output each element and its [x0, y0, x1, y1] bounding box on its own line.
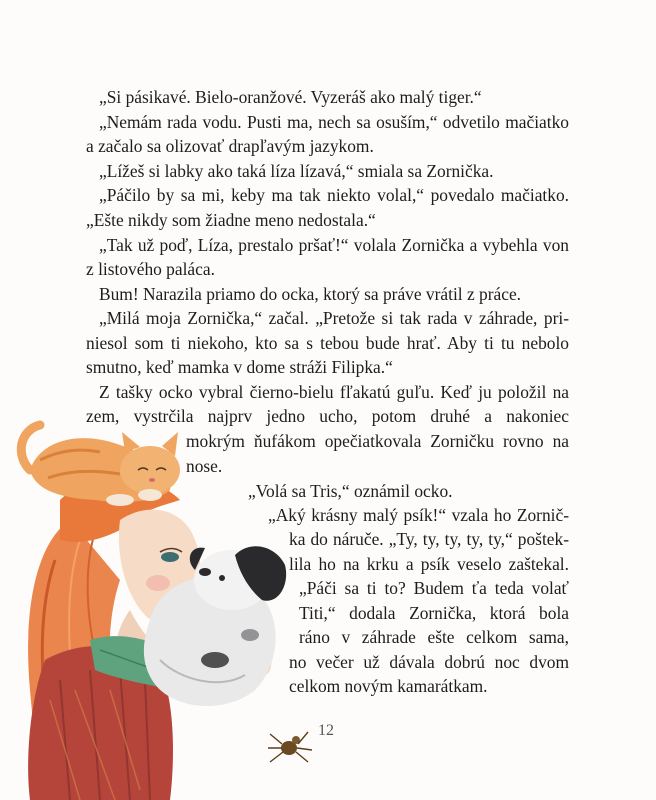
text-line: ka do náruče. „Ty, ty, ty, ty, ty,“ poštek-: [289, 529, 569, 549]
text-line: no večer už dávala dobrú noc dvom: [289, 652, 569, 672]
text-line: ráno v záhrade ešte celkom sama,: [299, 627, 569, 647]
text-line: lila ho na krku a psík veselo zaštekal.: [289, 554, 569, 574]
text-line: „Milá moja Zornička,“ začal. „Pretože si tak rada v záhrade, pri-: [99, 308, 569, 328]
text-line: „Volá sa Tris,“ oznámil ocko.: [248, 481, 453, 501]
text-line: Bum! Narazila priamo do ocka, ktorý sa práve vrátil z práce.: [99, 284, 522, 304]
text-line: „Lížeš si labky ako taká líza lízavá,“ smiala sa Zornička.: [99, 161, 494, 181]
text-line: „Si pásikavé. Bielo-oranžové. Vyzeráš ako malý tiger.“: [99, 87, 482, 107]
cat-illustration: [21, 425, 180, 506]
text-line: „Nemám rada vodu. Pusti ma, nech sa osuším,“ odvetilo mačiatko: [99, 112, 569, 132]
text-line: „Ešte nikdy som žiadne meno nedostala.“: [86, 210, 376, 230]
text-line: „Páči sa ti to? Budem ťa teda volať: [299, 578, 569, 598]
text-line: mokrým ňufákom opečiatkovala Zorničku rovno na: [186, 431, 569, 451]
text-line: Z tašky ocko vybral čierno-bielu fľakatú guľu. Keď ju položil na: [99, 382, 569, 402]
page-number: 12: [318, 722, 334, 739]
text-line: nose.: [186, 456, 223, 476]
text-line: niesol som ti niekoho, kto sa s tebou bude hrať. Aby ti tu nebolo: [86, 333, 569, 353]
text-line: „Páčilo by sa mi, keby ma tak niekto volal,“ povedalo mačiatko.: [99, 185, 569, 205]
text-line: a začalo sa olizovať drapľavým jazykom.: [86, 136, 374, 156]
text-line: z listového paláca.: [86, 259, 215, 279]
text-line: celkom novým kamarátkam.: [289, 676, 488, 696]
text-line: „Aký krásny malý psík!“ vzala ho Zornič-: [268, 505, 569, 525]
text-line: „Tak už poď, Líza, prestalo pršať!“ volala Zornička a vybehla von: [99, 235, 569, 255]
text-line: smutno, keď mamka v dome stráži Filipka.“: [86, 357, 393, 377]
spider-icon: [268, 732, 312, 762]
text-line: Titi,“ dodala Zornička, ktorá bola: [299, 603, 569, 623]
text-line: zem, vystrčila najprv jedno ucho, potom druhé a nakoniec: [86, 406, 569, 426]
